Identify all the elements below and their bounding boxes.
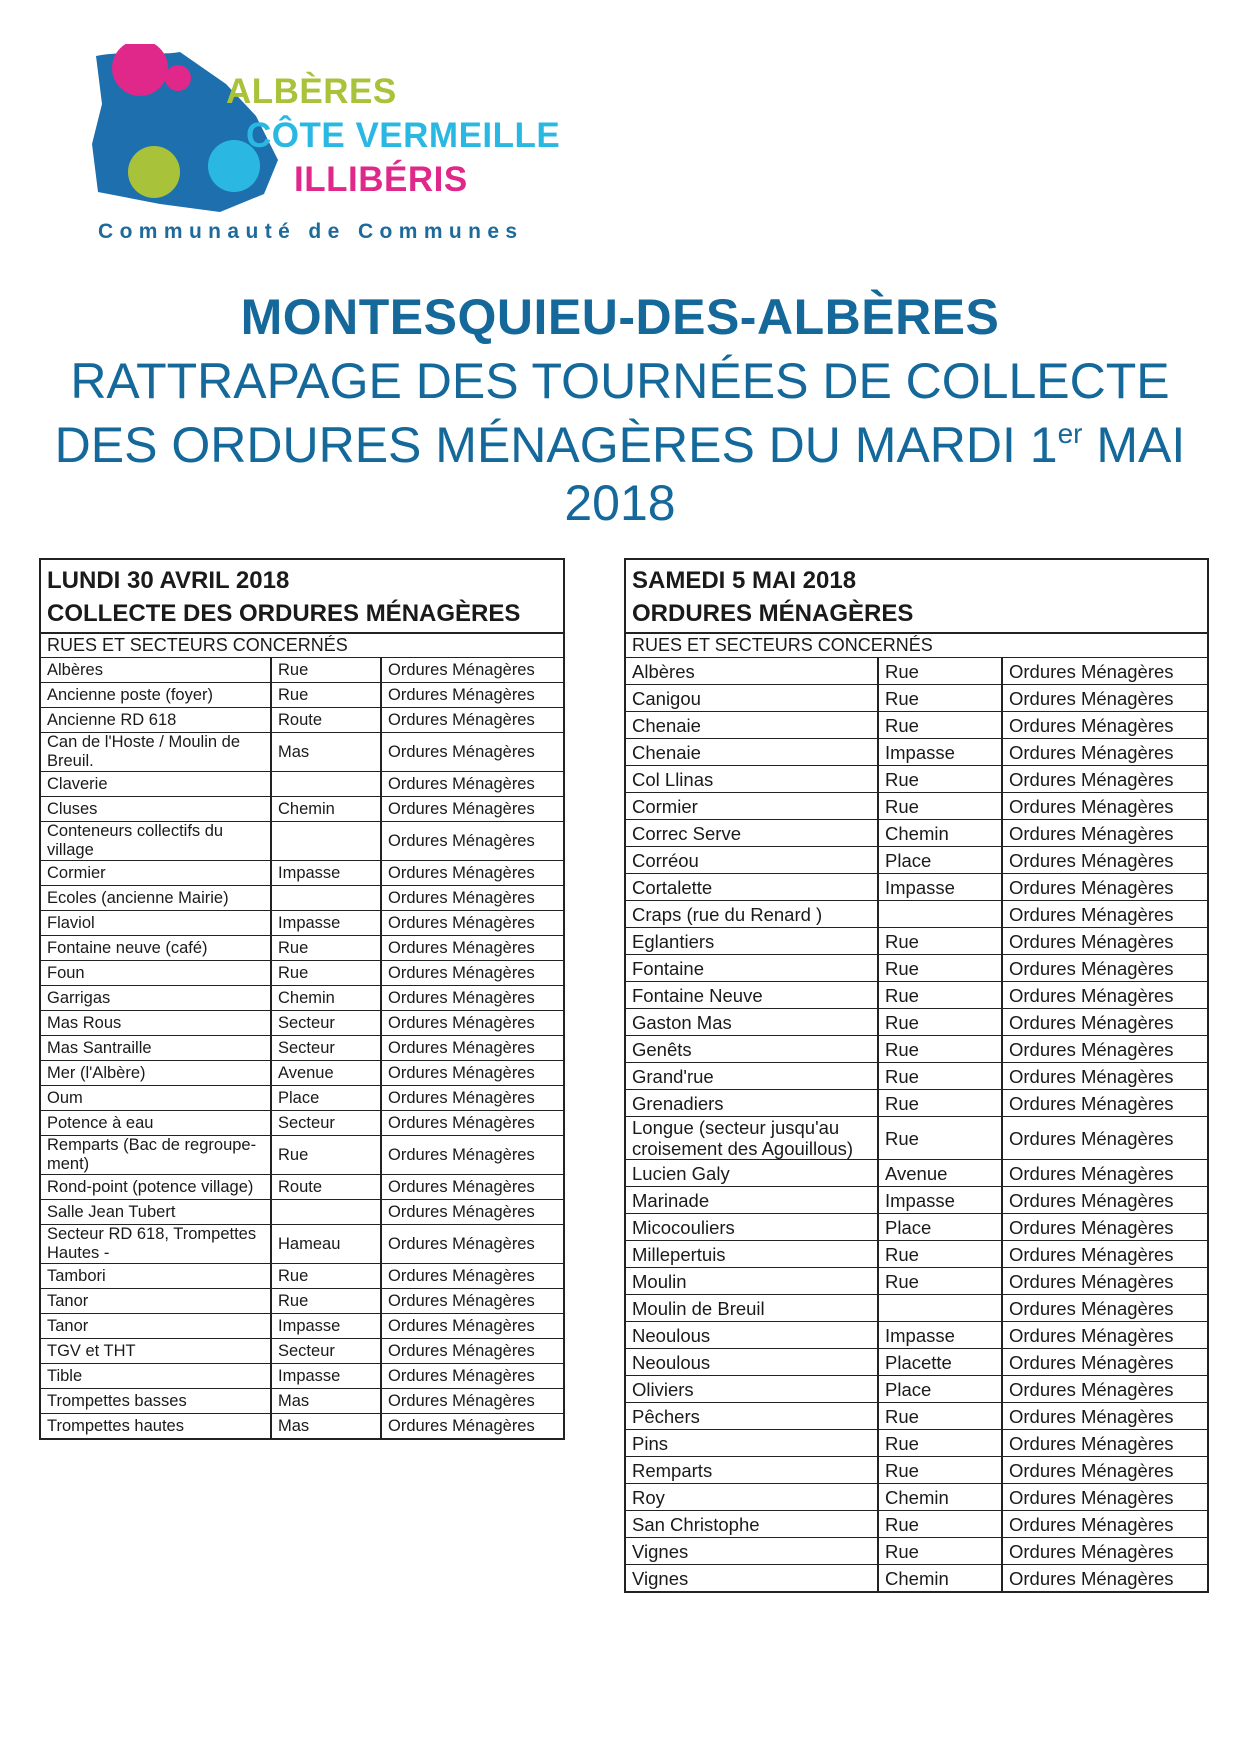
street-name-cell: Craps (rue du Renard ) [626,901,878,928]
street-type-cell: Rue [271,1136,381,1175]
street-type-cell: Impasse [271,1364,381,1389]
street-type-cell: Impasse [271,1314,381,1339]
street-type-cell: Rue [878,928,1002,955]
saturday-collection-table [624,558,1209,1593]
table-row [626,1430,1207,1457]
street-name-cell: Genêts [626,1036,878,1063]
table-row [41,936,563,961]
collection-type-cell: Ordures Ménagères [1002,685,1207,712]
logo-green-dot [128,146,180,198]
street-name-cell: Fontaine [626,955,878,982]
collection-type-cell: Ordures Ménagères [381,733,563,772]
street-name-cell: Cormier [41,861,271,886]
table-heading-type: COLLECTE DES ORDURES MÉNAGÈRES [47,600,521,627]
table-subheading: RUES ET SECTEURS CONCERNÉS [626,634,1207,658]
collection-type-cell: Ordures Ménagères [1002,1349,1207,1376]
table-row [41,1136,563,1175]
table-row [626,1403,1207,1430]
street-name-cell: Longue (secteur jusqu'au croisement des Agouillous) [626,1117,878,1160]
table-row [626,955,1207,982]
street-type-cell: Route [271,708,381,733]
street-name-cell: Ancienne RD 618 [41,708,271,733]
collection-type-cell: Ordures Ménagères [1002,1376,1207,1403]
collection-type-cell: Ordures Ménagères [1002,1160,1207,1187]
street-name-cell: Gaston Mas [626,1009,878,1036]
table-row [41,708,563,733]
street-name-cell: Rond-point (potence village) [41,1175,271,1200]
collection-type-cell: Ordures Ménagères [1002,1322,1207,1349]
table-row [626,901,1207,928]
street-type-cell [878,901,1002,928]
street-name-cell: Tambori [41,1264,271,1289]
street-name-cell: Vignes [626,1538,878,1565]
collection-type-cell: Ordures Ménagères [381,1061,563,1086]
streets-table [41,658,563,1438]
street-name-cell: Garrigas [41,986,271,1011]
street-type-cell: Place [271,1086,381,1111]
table-row [626,739,1207,766]
collection-type-cell: Ordures Ménagères [381,1200,563,1225]
street-name-cell: Claverie [41,772,271,797]
street-type-cell: Rue [878,955,1002,982]
table-row [626,1295,1207,1322]
collection-type-cell: Ordures Ménagères [381,911,563,936]
street-name-cell: Moulin [626,1268,878,1295]
street-type-cell [271,772,381,797]
subtitle-text-end: MAI 2018 [564,417,1186,531]
street-name-cell: Fontaine Neuve [626,982,878,1009]
street-name-cell: Potence à eau [41,1111,271,1136]
table-row [41,733,563,772]
table-row [41,1314,563,1339]
table-heading-type: ORDURES MÉNAGÈRES [632,600,914,627]
street-name-cell: Secteur RD 618, Trompettes Hautes - [41,1225,271,1264]
collection-type-cell: Ordures Ménagères [381,1364,563,1389]
table-row [626,1376,1207,1403]
table-row [41,1111,563,1136]
table-row [41,1389,563,1414]
monday-collection-table [39,558,565,1440]
table-row [41,1225,563,1264]
collection-type-cell: Ordures Ménagères [381,1175,563,1200]
table-heading-date: LUNDI 30 AVRIL 2018 [47,567,290,594]
street-name-cell: Mas Rous [41,1011,271,1036]
table-row [626,1063,1207,1090]
street-type-cell [271,822,381,861]
street-type-cell: Rue [271,961,381,986]
table-row [626,766,1207,793]
table-row [41,772,563,797]
collection-type-cell: Ordures Ménagères [381,1339,563,1364]
collection-type-cell: Ordures Ménagères [1002,1117,1207,1160]
collection-type-cell: Ordures Ménagères [381,1011,563,1036]
street-name-cell: Trompettes hautes [47,1416,184,1435]
street-type-cell: Avenue [878,1160,1002,1187]
street-type-cell: Rue [878,982,1002,1009]
table-row [626,1187,1207,1214]
table-row [41,1061,563,1086]
street-type-cell: Rue [878,1090,1002,1117]
street-name-cell: Tanor [41,1289,271,1314]
street-name-cell: Tanor [41,1314,271,1339]
street-type-cell: Rue [878,766,1002,793]
table-row [626,685,1207,712]
street-name-cell: Roy [626,1484,878,1511]
street-name-cell: Chenaie [626,712,878,739]
collection-type-cell: Ordures Ménagères [381,1414,563,1439]
collection-type-cell: Ordures Ménagères [1002,1214,1207,1241]
collection-type-cell: Ordures Ménagères [1002,766,1207,793]
table-row [41,986,563,1011]
subtitle-text: DES ORDURES MÉNAGÈRES DU MARDI 1 [54,417,1058,473]
street-name-cell: Pins [626,1430,878,1457]
street-type-cell: Chemin [271,986,381,1011]
table-row [626,712,1207,739]
collection-type-cell: Ordures Ménagères [1002,1538,1207,1565]
street-name-cell: Cormier [626,793,878,820]
table-row [626,1268,1207,1295]
collection-type-cell: Ordures Ménagères [1002,1430,1207,1457]
street-name-cell: Conteneurs collectifs du village [41,822,271,861]
street-name-cell: Pêchers [626,1403,878,1430]
street-name-cell: Fontaine neuve (café) [41,936,271,961]
table-row [41,886,563,911]
street-name-cell: Ecoles (ancienne Mairie) [41,886,271,911]
collection-type-cell: Ordures Ménagères [381,986,563,1011]
table-row [626,847,1207,874]
table-row [626,1036,1207,1063]
collection-type-cell: Ordures Ménagères [381,936,563,961]
table-row [626,658,1207,685]
table-row [41,1036,563,1061]
street-type-cell [878,1295,1002,1322]
street-type-cell: Rue [878,1117,1002,1160]
collection-type-cell: Ordures Ménagères [381,1389,563,1414]
street-name-cell: Micocouliers [626,1214,878,1241]
page-title: MONTESQUIEU-DES-ALBÈRES [240,289,1000,345]
collection-type-cell: Ordures Ménagères [1002,955,1207,982]
street-type-cell: Rue [878,1268,1002,1295]
street-name-cell: Ancienne poste (foyer) [41,683,271,708]
table-row [41,861,563,886]
table-row [41,658,563,683]
collection-type-cell: Ordures Ménagères [1002,901,1207,928]
collection-type-cell: Ordures Ménagères [381,1136,563,1175]
collection-type-cell: Ordures Ménagères [1002,658,1207,685]
table-row [626,928,1207,955]
table-row [41,1414,563,1439]
table-row [626,982,1207,1009]
collection-type-cell: Ordures Ménagères [381,861,563,886]
street-name-cell: Flaviol [41,911,271,936]
collection-type-cell: Ordures Ménagères [381,1314,563,1339]
table-subheading: RUES ET SECTEURS CONCERNÉS [41,634,563,658]
street-type-cell: Secteur [271,1036,381,1061]
street-name-cell: Col Llinas [626,766,878,793]
street-type-cell: Chemin [878,1484,1002,1511]
collection-type-cell: Ordures Ménagères [1002,1241,1207,1268]
street-type-cell: Rue [271,1264,381,1289]
table-row [626,1160,1207,1187]
collection-type-cell: Ordures Ménagères [1002,739,1207,766]
collection-type-cell: Ordures Ménagères [381,797,563,822]
collection-type-cell: Ordures Ménagères [1002,1457,1207,1484]
street-type-cell [271,886,381,911]
collection-type-cell: Ordures Ménagères [1002,712,1207,739]
page-subtitle-line2 [0,416,1240,532]
table-row [626,1214,1207,1241]
street-type-cell [271,1200,381,1225]
table-row [41,1339,563,1364]
collection-type-cell: Ordures Ménagères [1002,1484,1207,1511]
street-type-cell: Impasse [271,861,381,886]
table-row [626,1511,1207,1538]
table-row [626,820,1207,847]
table-row [41,683,563,708]
street-name-cell: Eglantiers [626,928,878,955]
street-name-cell: Cortalette [626,874,878,901]
collection-type-cell: Ordures Ménagères [1002,847,1207,874]
logo-line-côte-vermeille: CÔTE VERMEILLE [246,116,561,155]
collection-type-cell: Ordures Ménagères [1002,820,1207,847]
table-row [41,1364,563,1389]
table-row [41,1264,563,1289]
street-name-cell: Grenadiers [626,1090,878,1117]
street-name-cell: Mer (l'Albère) [41,1061,271,1086]
collection-type-cell: Ordures Ménagères [381,1289,563,1314]
collection-type-cell: Ordures Ménagères [1002,1511,1207,1538]
table-row [626,1484,1207,1511]
collection-type-cell: Ordures Ménagères [381,708,563,733]
street-type-cell: Rue [878,712,1002,739]
street-type-cell: Rue [878,1009,1002,1036]
street-type-cell: Secteur [271,1111,381,1136]
street-type-cell: Rue [271,683,381,708]
collection-type-cell: Ordures Ménagères [381,1111,563,1136]
street-name-cell: San Christophe [626,1511,878,1538]
collection-type-cell: Ordures Ménagères [1002,1009,1207,1036]
street-type-cell: Secteur [271,1011,381,1036]
collection-type-cell: Ordures Ménagères [1002,1036,1207,1063]
street-name-cell: Cluses [41,797,271,822]
table-row [626,1117,1207,1160]
collection-type-cell: Ordures Ménagères [1002,982,1207,1009]
collection-type-cell: Ordures Ménagères [1002,874,1207,901]
street-name-cell: Oum [41,1086,271,1111]
table-row [626,1538,1207,1565]
street-name-cell: Oliviers [626,1376,878,1403]
collection-type-cell: Ordures Ménagères [1002,1063,1207,1090]
street-name-cell: Remparts (Bac de regroupe-ment) [41,1136,271,1175]
table-heading-date: SAMEDI 5 MAI 2018 [632,567,857,594]
street-type-cell: Rue [878,1063,1002,1090]
collection-type-cell: Ordures Ménagères [381,772,563,797]
street-type-cell: Rue [878,1511,1002,1538]
street-type-cell: Rue [271,1289,381,1314]
logo [88,44,561,259]
collection-type-cell: Ordures Ménagères [381,961,563,986]
street-type-cell: Hameau [271,1225,381,1264]
street-name-cell: Trompettes basses [41,1389,271,1414]
street-type-cell: Place [878,847,1002,874]
table-row [626,1565,1207,1592]
street-type-cell: Chemin [878,1565,1002,1592]
collection-type-cell: Ordures Ménagères [381,886,563,911]
table-row [41,1011,563,1036]
street-type-cell: Impasse [878,1187,1002,1214]
street-type-cell: Place [878,1214,1002,1241]
street-name-cell: Canigou [626,685,878,712]
logo-line-illibéris: ILLIBÉRIS [294,160,468,199]
street-type-cell: Impasse [271,911,381,936]
street-type-cell: Rue [878,1457,1002,1484]
table-row [626,1322,1207,1349]
street-type-cell: Avenue [271,1061,381,1086]
collection-type-cell: Ordures Ménagères [381,658,563,683]
collection-type-cell: Ordures Ménagères [1002,1295,1207,1322]
street-name-cell: Neoulous [626,1322,878,1349]
collection-type-cell: Ordures Ménagères [1002,793,1207,820]
street-name-cell: Correc Serve [626,820,878,847]
street-type-cell: Mas [271,1389,381,1414]
street-name-cell: Neoulous [626,1349,878,1376]
table-row [41,797,563,822]
table-heading [626,560,1207,634]
street-name-cell: Moulin de Breuil [626,1295,878,1322]
subtitle-superscript: er [1057,418,1083,449]
streets-table [626,658,1207,1591]
street-name-cell: Marinade [626,1187,878,1214]
street-type-cell: Mas [271,1414,381,1439]
table-row [41,822,563,861]
street-type-cell: Impasse [878,1322,1002,1349]
collection-type-cell: Ordures Ménagères [1002,1403,1207,1430]
street-type-cell: Rue [878,1036,1002,1063]
street-name-cell: Tible [41,1364,271,1389]
collection-type-cell: Ordures Ménagères [381,1086,563,1111]
street-type-cell: Rue [878,1430,1002,1457]
table-row [626,793,1207,820]
street-type-cell: Mas [271,733,381,772]
collection-type-cell: Ordures Ménagères [381,683,563,708]
street-type-cell: Chemin [271,797,381,822]
table-row [41,911,563,936]
street-type-cell: Rue [878,1241,1002,1268]
table-row [626,1009,1207,1036]
table-row [626,1090,1207,1117]
street-type-cell: Chemin [878,820,1002,847]
table-row [41,1175,563,1200]
street-type-cell: Rue [878,658,1002,685]
street-type-cell: Placette [878,1349,1002,1376]
collection-type-cell: Ordures Ménagères [381,822,563,861]
logo-line-communauté: Communauté de Communes [98,220,524,243]
table-heading [41,560,563,634]
street-type-cell: Place [878,1376,1002,1403]
page-subtitle-line1: RATTRAPAGE DES TOURNÉES DE COLLECTE [70,353,1170,409]
street-name-cell: Foun [41,961,271,986]
street-name-cell: Corréou [626,847,878,874]
street-type-cell: Impasse [878,739,1002,766]
street-name-cell: TGV et THT [41,1339,271,1364]
street-type-cell: Rue [878,793,1002,820]
street-name-cell: Vignes [632,1567,689,1589]
street-name-cell: Remparts [626,1457,878,1484]
street-name-cell: Millepertuis [626,1241,878,1268]
collection-type-cell: Ordures Ménagères [381,1036,563,1061]
collection-type-cell: Ordures Ménagères [1002,1268,1207,1295]
street-type-cell: Rue [878,1538,1002,1565]
collection-type-cell: Ordures Ménagères [381,1225,563,1264]
street-type-cell: Rue [878,1403,1002,1430]
logo-line-albères: ALBÈRES [226,72,397,111]
street-type-cell: Rue [878,685,1002,712]
street-name-cell: Mas Santraille [41,1036,271,1061]
table-row [41,961,563,986]
street-type-cell: Route [271,1175,381,1200]
street-name-cell: Lucien Galy [626,1160,878,1187]
logo-magenta-dot-small [165,65,191,91]
street-type-cell: Rue [271,658,381,683]
collection-type-cell: Ordures Ménagères [1002,928,1207,955]
table-row [41,1086,563,1111]
street-type-cell: Secteur [271,1339,381,1364]
table-row [626,1241,1207,1268]
street-name-cell: Can de l'Hoste / Moulin de Breuil. [41,733,271,772]
collection-type-cell: Ordures Ménagères [1002,1187,1207,1214]
table-row [626,1349,1207,1376]
street-name-cell: Salle Jean Tubert [41,1200,271,1225]
table-row [41,1200,563,1225]
collection-type-cell: Ordures Ménagères [1002,1090,1207,1117]
street-name-cell: Albères [626,658,878,685]
street-type-cell: Impasse [878,874,1002,901]
street-type-cell: Rue [271,936,381,961]
collection-type-cell: Ordures Ménagères [1002,1565,1207,1592]
table-row [626,874,1207,901]
street-name-cell: Albères [41,658,271,683]
collection-type-cell: Ordures Ménagères [381,1264,563,1289]
table-row [41,1289,563,1314]
table-row [626,1457,1207,1484]
street-name-cell: Grand'rue [626,1063,878,1090]
street-name-cell: Chenaie [626,739,878,766]
